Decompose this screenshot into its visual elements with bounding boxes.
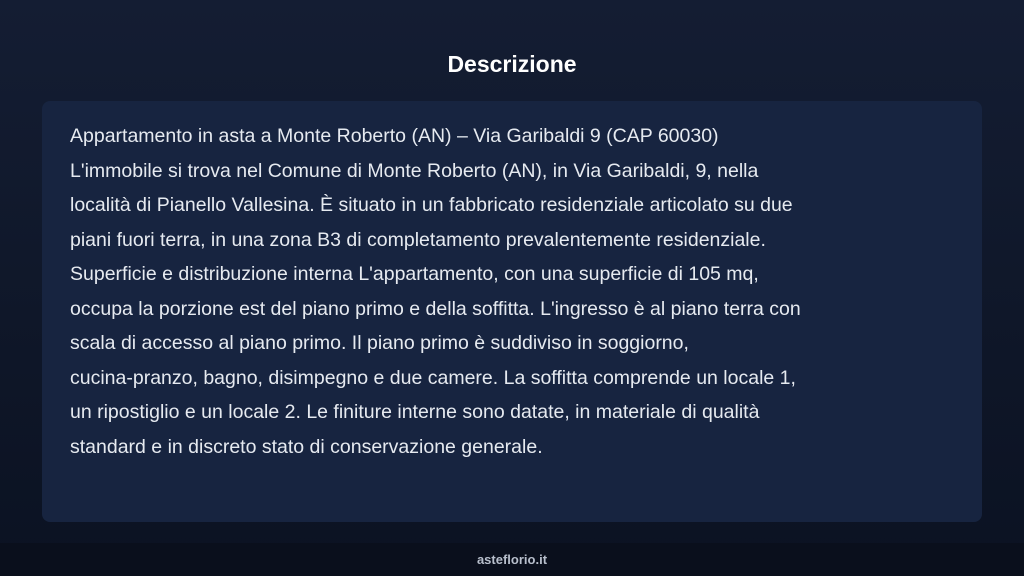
page-title: Descrizione [447, 51, 577, 77]
description-line: un ripostiglio e un locale 2. Le finiture interne sono datate, in materiale di qualità [70, 401, 760, 423]
description-line: standard e in discreto stato di conservazione generale. [70, 435, 543, 458]
description-line: occupa la porzione est del piano primo e della soffitta. L'ingresso è al piano terra con [70, 297, 801, 320]
description-line: L'immobile si trova nel Comune di Monte Roberto (AN), in Via Garibaldi, 9, nella [70, 159, 759, 182]
description-line: Superficie e distribuzione interna L'appartamento, con una superficie di 105 mq, [70, 263, 759, 285]
description-text [70, 119, 954, 464]
description-line: località di Pianello Vallesina. È situato in un fabbricato residenziale articolato su due [70, 194, 793, 216]
description-card [42, 101, 982, 522]
footer-site-name: asteflorio.it [476, 552, 548, 567]
description-line: piani fuori terra, in una zona B3 di completamento prevalentemente residenziale. [70, 228, 766, 251]
description-line: cucina-pranzo, bagno, disimpegno e due camere. La soffitta comprende un locale 1, [70, 366, 796, 389]
description-line: Appartamento in asta a Monte Roberto (AN) – Via Garibaldi 9 (CAP 60030) [70, 125, 719, 147]
footer-bar [0, 543, 1024, 576]
description-line: scala di accesso al piano primo. Il piano primo è suddiviso in soggiorno, [70, 332, 689, 354]
